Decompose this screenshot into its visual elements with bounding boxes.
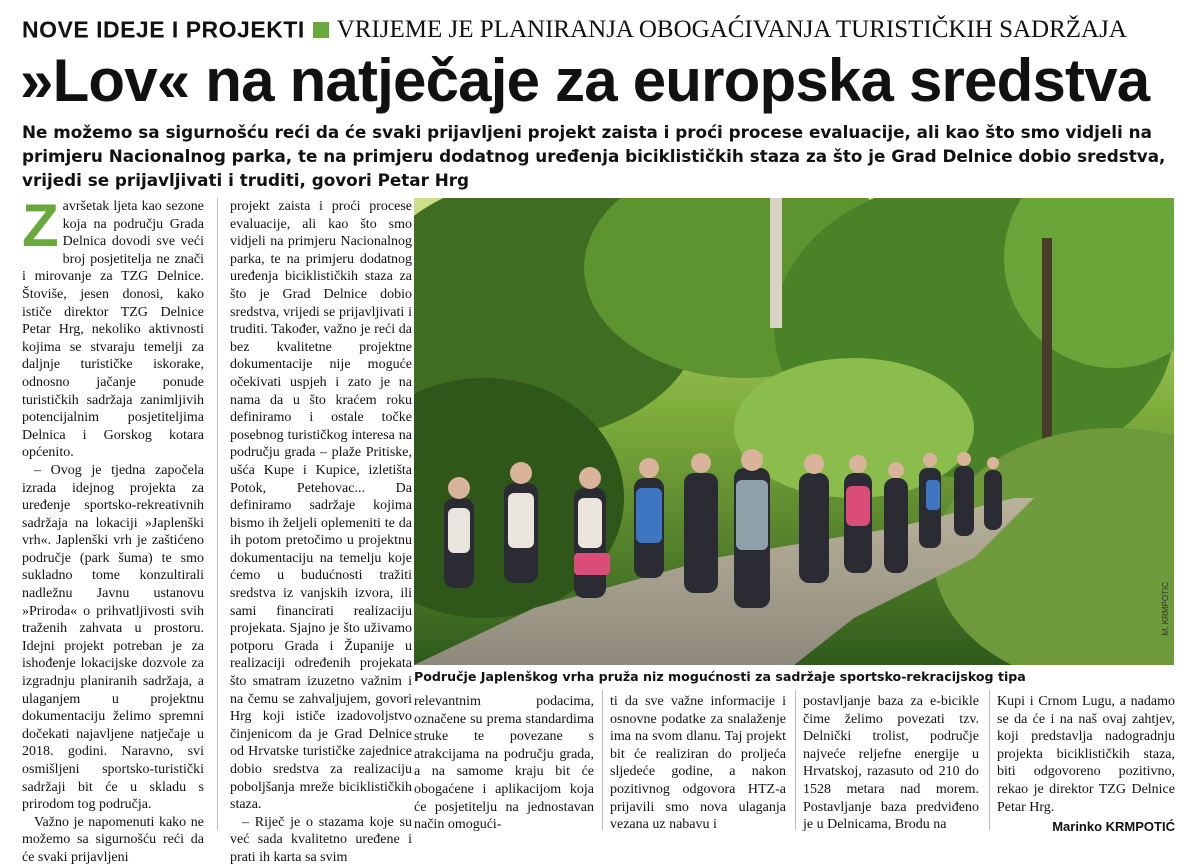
kicker-subtitle: VRIJEME JE PLANIRANJA OBOGAĆIVANJA TURISTIČKIH SADRŽAJA [336, 16, 1127, 43]
column-divider [795, 690, 796, 830]
paragraph: Važno je napomenuti kako ne možemo sa sigurnošću reći da će svaki prijavljeni [22, 814, 204, 865]
photo-credit: M. KRMPOTIĆ [1161, 581, 1170, 635]
green-square-icon [313, 22, 329, 38]
drop-cap: Z [22, 192, 59, 259]
paragraph: relevantnim podacima, označene su prema standardima struke te povezane s atrakcijama na području grada, a na samome kraju bit će obogaćene i aplikacijom koja će posjetitelju na jednostavan način omogući- [414, 694, 594, 833]
paragraph: Kupi i Crnom Lugu, a nadamo se da će i na naš ovaj zahtjev, koji predstavlja nadogradnju projekta biciklističkih staza, biti odgovoreno pozitivno, rekao je direktor TZG Delnice Petar Hrg. [997, 694, 1175, 815]
column-divider [989, 690, 990, 830]
author-byline: Marinko KRMPOTIĆ [1052, 819, 1175, 835]
photo-caption: Područje Japlenškog vrha pruža niz mogućnosti za sadržaje sportsko-rekracijskog tipa [414, 669, 1026, 684]
lede-paragraph: Ne možemo sa sigurnošću reći da će svaki prijavljeni projekt zaista i proći procese evaluacije, ali kao što smo vidjeli na primjeru Nacionalnog parka, te na primjeru dodatnog uređenja biciklističkih staza za što je Grad Delnice dobio sredstva, vrijedi se prijavljivati i truditi, govori Petar Hrg [22, 122, 1166, 190]
paragraph: postavljanje baza za e-bicikle čime želimo povezati tzv. Delnički trolist, područje najveće reljefne energije u Hrvatskoj, razasuto od 210 do 1528 metara nad morem. Postavljanje baza predviđeno je u Delnicama, Brodu na [803, 694, 979, 833]
article-column-5 [803, 693, 979, 834]
article-column-4 [610, 693, 786, 834]
article-column-2 [230, 198, 412, 867]
section-label: NOVE IDEJE I PROJEKTI [22, 16, 305, 43]
article-column-3 [414, 693, 594, 834]
column-divider [217, 198, 218, 830]
hikers-photo [414, 198, 1174, 665]
paragraph: ti da sve važne informacije i osnovne podatke za snalaženje ima na svom dlanu. Taj projekt bit će realiziran do proljeća sljedeće godine, a nakon pozitivnog odgovora HTZ-a prijavili smo nova ulaganja vezana uz nabavu i [610, 694, 786, 833]
headline: »Lov« na natječaje za europska sredstva [20, 47, 1150, 114]
paragraph: – Riječ je o stazama koje su već sada kvalitetno uređene i prati ih karta sa svim [230, 814, 412, 865]
article-column-1 [22, 192, 204, 867]
article-column-6 [997, 693, 1175, 836]
paragraph: – Ovog je tjedna započela izrada idejnog projekta za uređenje sportsko-rekreativnih sadržaja na lokaciji »Japlenški vrh«. Japlenški vrh je zaštićeno područje (park šuma) te smo sukladno tome konzultirali nadležnu Javnu ustanovu »Priroda« o prihvatljivosti svih traženih zahvata u prostoru. Idejni projekt potreban je za ishođenje lokacijske dozvole za izgradnju planiranih sadržaja, a ulaganjem u projektnu dokumentaciju želimo spremni dočekati najavljene natječaje u 2018. godini. Naravno, svi osmišljeni sportsko-turistički sadržaji bit će u skladu s prirodom tog područja. [22, 462, 204, 813]
column-divider [602, 690, 603, 830]
paragraph: projekt zaista i proći procese evaluacije, ali kao što smo vidjeli na primjeru Nacionalnog parka, te na primjeru dodatnog uređenja biciklističkih staza za što je Grad Delnice dobio sredstva, vrijedi se prijavljivati i truditi. Također, važno je reći da bez kvalitetne projektne dokumentacije nije moguće očekivati uspjeh i zato je na nama da u što kraćem roku definiramo i ostale točke posebnog turističkog interesa na području grada – plaže Pritiske, ušća Kupe i Kupice, izletišta Potok, Petehovac... Da definiramo sadržaje kojima bismo ih željeli oplemeniti te da ih potom pretočimo u projektnu dokumentaciju na temelju koje ćemo u budućnosti tražiti sredstva iz vanjskih izvora, ili sami financirati realizaciju projekata. Sjajno je što uživamo potporu Grada i Županije u realizaciji određenih projekata što smatram izuzetno važnim i na čemu se zahvaljujem, govori Hrg koji ističe izadovoljstvo činjenicom da je Grad Delnice od Hrvatske turističke zajednice dobio sredstva za realizaciju poboljšanja mreže biciklističkih staza. [230, 199, 412, 813]
paragraph: avršetak ljeta kao sezone koja na području Grada Delnica dovodi sve veći broj posjetitelja ne znači i mirovanje za TZG Delnice. Štoviše, jesen donosi, kako ističe direktor TZG Delnice Petar Hrg, nekoliko aktivnosti kojima se stvaraju temelji za daljnje turističke iskorake, odnosno jačanje ponude turističkih sadržaja zanimljivih potencijalnim posjetiteljima Delnica i Gorskog kotara općenito. [22, 199, 204, 461]
kicker [22, 16, 1127, 46]
